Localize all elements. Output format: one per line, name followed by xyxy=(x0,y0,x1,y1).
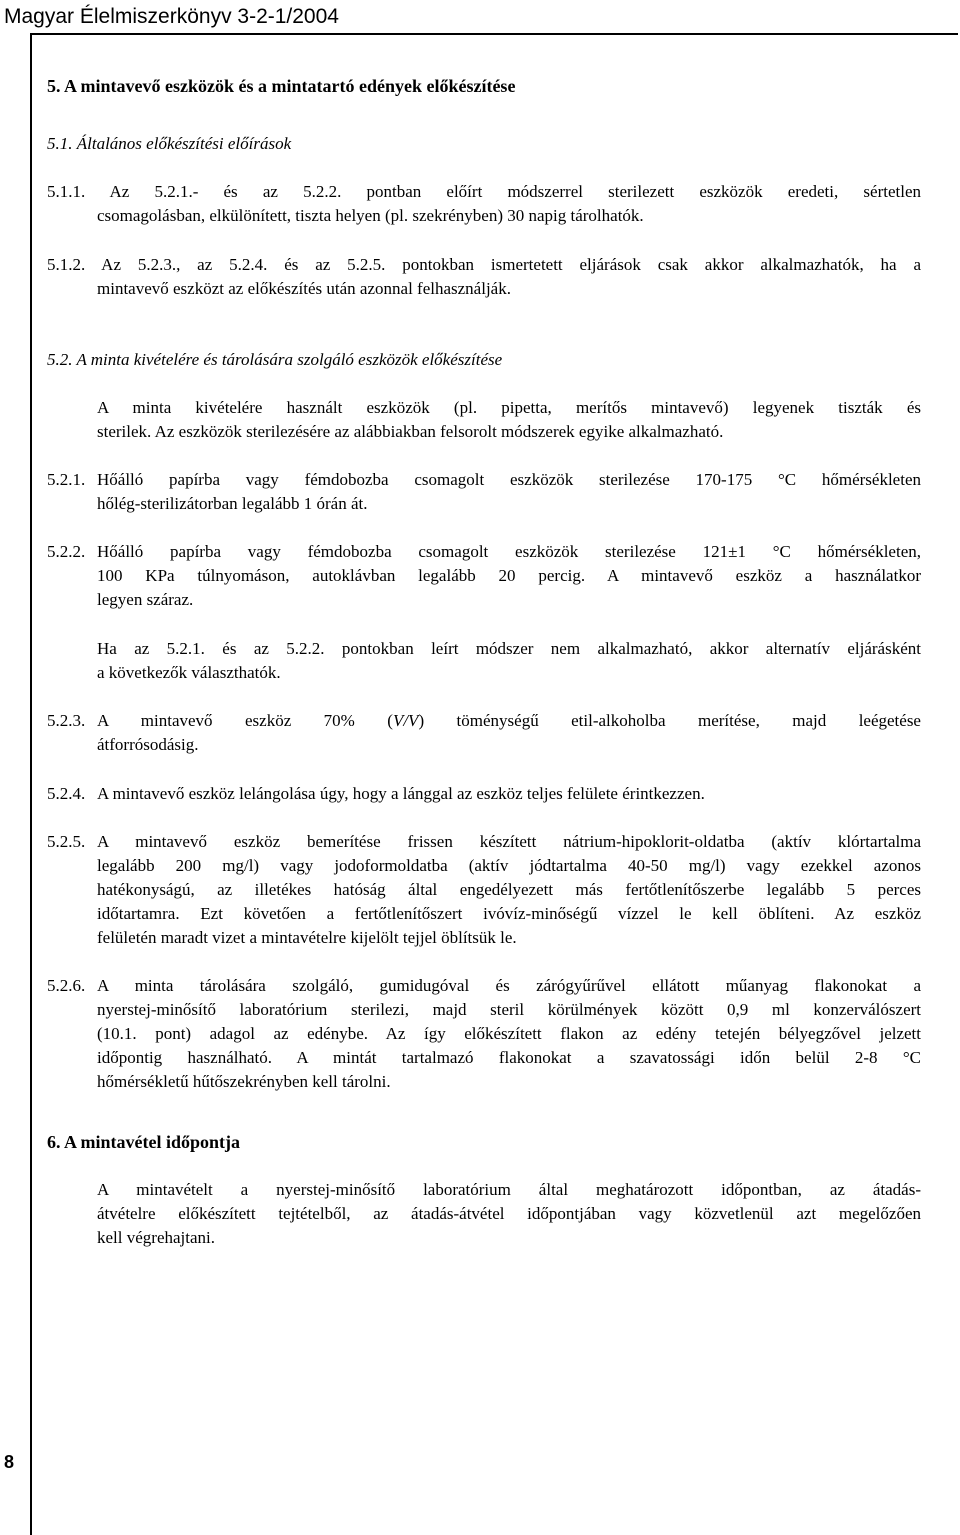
para-5-2-5-line-4: időtartamra. Ezt követően a fertőtlenítőszert ivóvíz-minőségű vízzel le kell öblíteni. Az eszköz xyxy=(97,904,921,923)
para-5-2-1-line-1: Hőálló papírba vagy fémdobozba csomagolt eszközök sterilezése 170-175 °C hőmérsékleten xyxy=(97,470,921,489)
para-5-2-1-number: 5.2.1. xyxy=(47,470,86,489)
para-6-line-3: kell végrehajtani. xyxy=(97,1228,216,1247)
document-header-title: Magyar Élelmiszerkönyv 3-2-1/2004 xyxy=(4,5,339,28)
section-5-1-title: 5.1. Általános előkészítési előírások xyxy=(47,134,292,153)
para-5-1-1-line-2: csomagolásban, elkülönített, tiszta helyen (pl. szekrényben) 30 napig tárolhatók. xyxy=(97,206,644,225)
para-5-2-2-line-2: 100 KPa túlnyomáson, autoklávban legalább 20 percig. A mintavevő eszköz a használatkor xyxy=(97,566,921,585)
section-5-title: 5. A mintavevő eszközök és a mintatartó edények előkészítése xyxy=(47,76,516,96)
para-5-2-5-line-2: legalább 200 mg/l) vagy jodoformoldatba (aktív jódtartalma 40-50 mg/l) vagy ezekkel azonos xyxy=(97,856,921,875)
para-5-2-3-italic-vv: V/V xyxy=(392,711,419,730)
para-alternative-line-1: Ha az 5.2.1. és az 5.2.2. pontokban leírt módszer nem alkalmazható, akkor alternatív eljárásként xyxy=(97,639,921,658)
para-5-2-3-text-a: A mintavevő eszköz 70% ( xyxy=(97,711,393,730)
para-5-1-2-line-2: mintavevő eszközt az előkészítés után azonnal felhasználják. xyxy=(97,279,511,298)
para-5-2-4-line-1: A mintavevő eszköz lelángolása úgy, hogy a lánggal az eszköz teljes felülete érintkezzen. xyxy=(97,784,705,803)
para-6-line-1: A mintavételt a nyerstej-minősítő laboratórium által meghatározott időpontban, az átadás- xyxy=(97,1180,921,1199)
para-5-2-6-line-4: időpontig használható. A mintát tartalmazó flakonokat a szavatossági időn belül 2-8 °C xyxy=(97,1048,921,1067)
page-number: 8 xyxy=(4,1452,15,1472)
para-alternative-line-2: a következők választhatók. xyxy=(97,663,281,682)
section-5-2-title: 5.2. A minta kivételére és tárolására szolgáló eszközök előkészítése xyxy=(47,350,503,369)
para-5-2-3-line-2: átforrósodásig. xyxy=(97,735,199,754)
para-5-2-6-line-1: A minta tárolására szolgáló, gumidugóval és zárógyűrűvel ellátott műanyag flakonokat a xyxy=(97,976,921,995)
para-5-1-2-line-1: 5.1.2. Az 5.2.3., az 5.2.4. és az 5.2.5. pontokban ismertetett eljárások csak akkor alkalmazhatók, ha a xyxy=(47,255,921,274)
para-5-2-2-number: 5.2.2. xyxy=(47,542,86,561)
para-5-2-5-line-5: felületén maradt vizet a mintavételre kijelölt tejjel öblítsük le. xyxy=(97,928,517,947)
para-5-1-1-line-1: 5.1.1. Az 5.2.1.- és az 5.2.2. pontban előírt módszerrel sterilezett eszközök eredeti, sértetlen xyxy=(47,182,921,201)
para-5-2-4-number: 5.2.4. xyxy=(47,784,86,803)
para-5-2-6-line-3: (10.1. pont) adagol az edénybe. Az így előkészített flakon az edény tetején bélyegzővel jelzett xyxy=(97,1024,921,1043)
section-6-title: 6. A mintavétel időpontja xyxy=(47,1132,241,1152)
para-5-2-6-number: 5.2.6. xyxy=(47,976,86,995)
para-5-2-2-line-3: legyen száraz. xyxy=(97,590,194,609)
para-5-2-1-line-2: hőlég-sterilizátorban legalább 1 órán át. xyxy=(97,494,368,513)
para-5-2-3-number: 5.2.3. xyxy=(47,711,86,730)
para-5-2-5-line-3: hatékonyságú, az illetékes hatóság által engedélyezett más fertőtlenítőszerbe legalább 5 perces xyxy=(97,880,921,899)
para-5-2-5-number: 5.2.5. xyxy=(47,832,86,851)
para-6-line-2: átvételre előkészített tejtételből, az átadás-átvétel időpontjában vagy közvetlenül azt megelőzően xyxy=(97,1204,921,1223)
para-5-2-3-line-1 xyxy=(97,709,921,733)
para-5-2-2-line-1: Hőálló papírba vagy fémdobozba csomagolt eszközök sterilezése 121±1 °C hőmérsékleten, xyxy=(97,542,921,561)
para-5-2-line-1: A minta kivételére használt eszközök (pl. pipetta, merítős mintavevő) legyenek tiszták és xyxy=(97,398,921,417)
para-5-2-3-text-b: ) töménységű etil-alkoholba merítése, majd leégetése xyxy=(418,711,921,730)
para-5-2-5-line-1: A mintavevő eszköz bemerítése frissen készített nátrium-hipoklorit-oldatba (aktív klórtartalma xyxy=(97,832,921,851)
para-5-2-6-line-2: nyerstej-minősítő laboratórium sterilezi, majd steril körülmények között 0,9 ml konzerválószert xyxy=(97,1000,921,1019)
para-5-2-line-2: sterilek. Az eszközök sterilezésére az alábbiakban felsorolt módszerek egyike alkalmazható. xyxy=(97,422,724,441)
para-5-2-6-line-5: hőmérsékletű hűtőszekrényben kell tárolni. xyxy=(97,1072,391,1091)
